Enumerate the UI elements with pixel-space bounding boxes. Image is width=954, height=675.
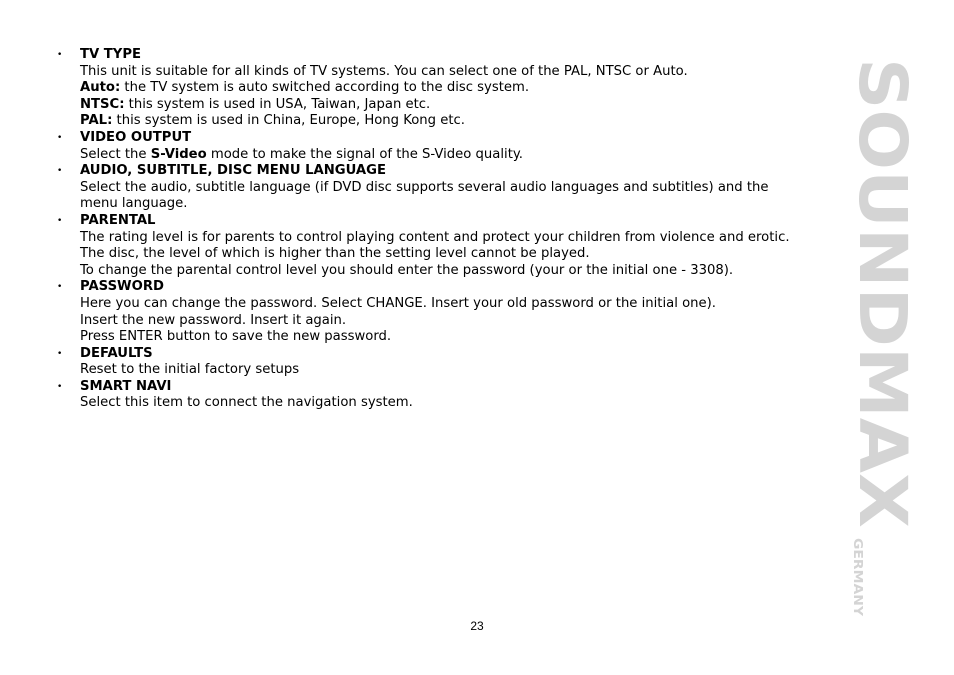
logo-wordmark: SOUNDMAX	[844, 58, 921, 493]
body-text: mode to make the signal of the S-Video quality.	[206, 146, 523, 162]
section-body: Select this item to connect the navigation system.	[80, 395, 413, 411]
option-pal	[80, 113, 820, 130]
option-text: the TV system is auto switched according to the disc system.	[120, 80, 530, 96]
section-body: The rating level is for parents to control playing content and protect your children from violence and erotic. The disc, the level of which is higher than the setting level cannot be played.	[80, 229, 790, 262]
option-text: this system is used in China, Europe, Hong Kong etc.	[112, 113, 465, 129]
section-smart-navi	[0, 379, 820, 412]
section-heading: PARENTAL	[80, 212, 156, 228]
bullet-icon: •	[57, 381, 63, 392]
soundmax-logo	[844, 58, 921, 618]
bullet-icon: •	[57, 166, 63, 177]
section-heading: SMART NAVI	[80, 378, 172, 394]
section-line: Insert the new password. Insert it again.	[80, 312, 347, 328]
section-body: Reset to the initial factory setups	[80, 362, 300, 378]
option-auto	[80, 80, 820, 97]
section-password	[0, 279, 820, 345]
section-body-2: To change the parental control level you should enter the password (your or the initial one - 3308).	[80, 262, 734, 278]
section-audio-subtitle-language	[0, 163, 820, 213]
option-term: NTSC:	[80, 96, 125, 112]
section-body	[80, 147, 820, 164]
option-term: PAL:	[80, 113, 113, 129]
option-text: this system is used in USA, Taiwan, Japan etc.	[124, 96, 431, 112]
section-heading: PASSWORD	[80, 279, 164, 295]
section-tv-type	[0, 47, 820, 130]
section-heading: AUDIO, SUBTITLE, DISC MENU LANGUAGE	[80, 163, 386, 179]
section-heading: TV TYPE	[80, 47, 142, 62]
section-body: Select the audio, subtitle language (if DVD disc supports several audio languages and subtitles) and the menu language.	[80, 179, 769, 212]
section-parental	[0, 213, 820, 279]
section-heading: DEFAULTS	[80, 345, 153, 361]
option-term: Auto:	[80, 80, 121, 96]
section-video-output	[0, 130, 820, 163]
bullet-icon: •	[57, 132, 63, 143]
section-intro: This unit is suitable for all kinds of TV systems. You can select one of the PAL, NTSC or Auto.	[80, 63, 688, 79]
section-line: Press ENTER button to save the new password.	[80, 329, 392, 345]
bullet-icon: •	[57, 282, 63, 293]
body-text: Select the	[80, 146, 151, 162]
section-heading: VIDEO OUTPUT	[80, 129, 192, 145]
section-line: Here you can change the password. Select CHANGE. Insert your old password or the initial one).	[80, 295, 716, 311]
body-bold: S-Video	[150, 146, 207, 162]
bullet-icon: •	[57, 50, 63, 60]
section-defaults	[0, 346, 820, 379]
manual-content	[0, 47, 820, 412]
bullet-icon: •	[57, 348, 63, 359]
bullet-icon: •	[57, 215, 63, 226]
logo-subtitle: GERMANY	[851, 538, 865, 606]
page-number: 23	[470, 619, 484, 633]
option-ntsc	[80, 97, 820, 114]
